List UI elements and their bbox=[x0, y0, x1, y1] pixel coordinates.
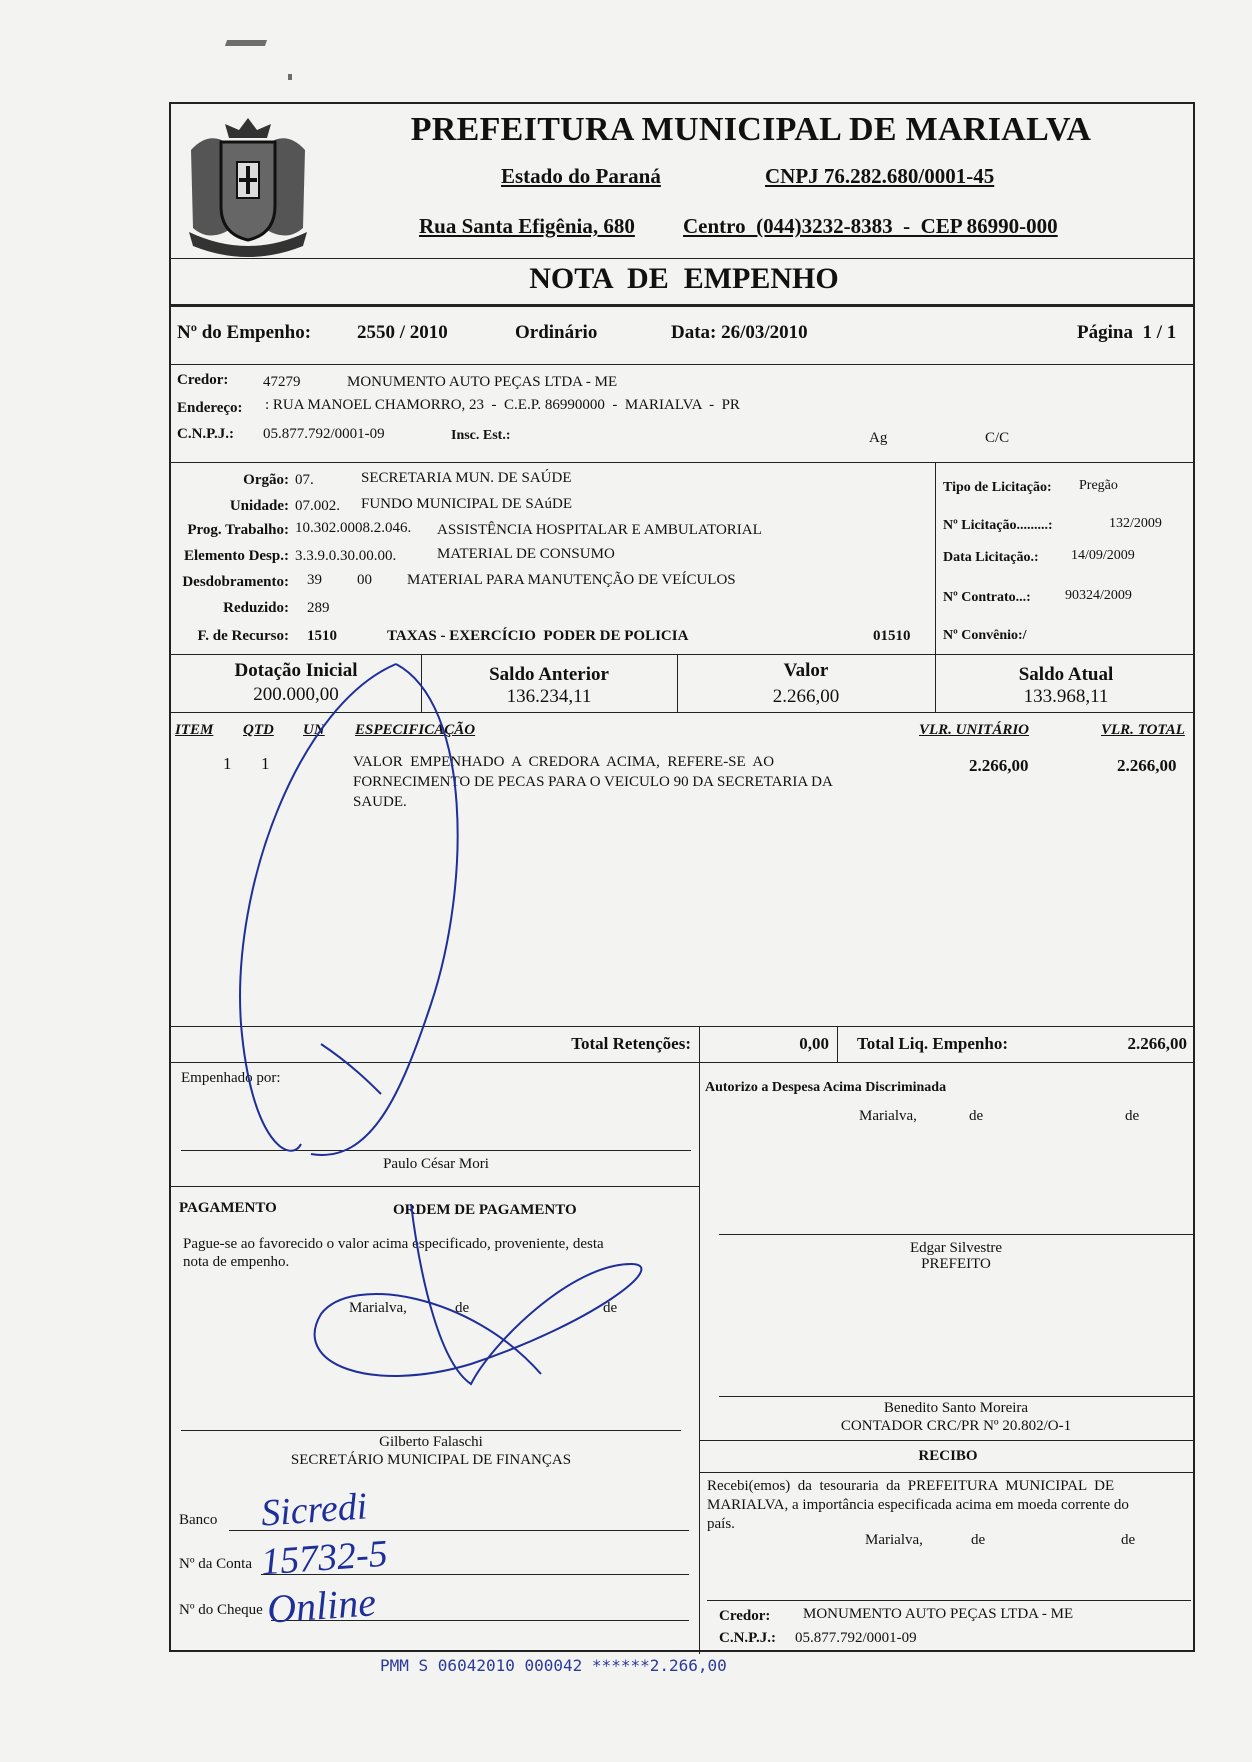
pagamento-text-line1: Pague-se ao favorecido o valor acima especificado, proveniente, desta bbox=[183, 1236, 604, 1252]
banco-label: Banco bbox=[179, 1512, 218, 1528]
unidade-name: FUNDO MUNICIPAL DE SAúDE bbox=[361, 496, 572, 512]
page-number: Página 1 / 1 bbox=[1077, 322, 1177, 343]
col-item-header: ITEM bbox=[175, 722, 214, 738]
autorizo-marialva: Marialva, bbox=[859, 1108, 917, 1124]
desdobramento-code2: 00 bbox=[357, 572, 372, 588]
unidade-code: 07.002. bbox=[295, 498, 340, 514]
item-spec-line1: VALOR EMPENHADO A CREDORA ACIMA, REFERE-SE AO bbox=[353, 754, 775, 770]
reduzido-value: 289 bbox=[307, 600, 330, 616]
desdobramento-label: Desdobramento: bbox=[182, 574, 289, 590]
insc-est-label: Insc. Est.: bbox=[451, 428, 511, 443]
bank-stamp: PMM S 06042010 000042 ******2.266,00 bbox=[380, 1656, 727, 1675]
banco-handwritten: Sicredi bbox=[259, 1485, 369, 1535]
valor-value: 2.266,00 bbox=[772, 686, 840, 707]
cheque-label: Nº do Cheque bbox=[179, 1602, 263, 1618]
prefecture-title: PREFEITURA MUNICIPAL DE MARIALVA bbox=[410, 111, 1092, 148]
recurso-code2: 01510 bbox=[873, 628, 911, 644]
orgao-label: Orgão: bbox=[243, 472, 289, 488]
item-unit-value: 2.266,00 bbox=[969, 756, 1029, 775]
total-liquido-label: Total Liq. Empenho: bbox=[857, 1034, 1008, 1053]
credor-label: Credor: bbox=[177, 372, 229, 388]
autorizo-text: Autorizo a Despesa Acima Discriminada bbox=[705, 1080, 947, 1095]
num-licitacao-value: 132/2009 bbox=[1109, 516, 1162, 531]
address-label: Endereço: bbox=[177, 400, 243, 416]
contador-name: Benedito Santo Moreira bbox=[883, 1400, 1029, 1416]
desdobramento-name: MATERIAL PARA MANUTENÇÃO DE VEÍCULOS bbox=[407, 572, 736, 588]
recurso-label: F. de Recurso: bbox=[197, 628, 289, 644]
scan-mark bbox=[225, 40, 267, 46]
pagamento-de1: de bbox=[455, 1300, 470, 1316]
col-unit-header: VLR. UNITÁRIO bbox=[919, 722, 1030, 738]
recurso-code: 1510 bbox=[307, 628, 337, 644]
ag-label: Ag bbox=[869, 430, 888, 446]
prog-name: ASSISTÊNCIA HOSPITALAR E AMBULATORIAL bbox=[437, 522, 762, 538]
tipo-licitacao-label: Tipo de Licitação: bbox=[943, 480, 1052, 495]
contrato-label: Nº Contrato...: bbox=[943, 590, 1031, 605]
empenho-type: Ordinário bbox=[515, 322, 598, 343]
recibo-credor-label: Credor: bbox=[719, 1608, 771, 1624]
col-un-header: UN bbox=[303, 722, 325, 738]
autorizo-de1: de bbox=[969, 1108, 984, 1124]
recibo-cnpj-label: C.N.P.J.: bbox=[719, 1630, 776, 1646]
empenhado-name: Paulo César Mori bbox=[383, 1156, 489, 1172]
conta-label: Nº da Conta bbox=[179, 1556, 252, 1572]
item-spec-line3: SAUDE. bbox=[353, 794, 407, 810]
elemento-label: Elemento Desp.: bbox=[184, 548, 289, 564]
saldo-anterior-value: 136.234,11 bbox=[506, 686, 592, 707]
credor-name: MONUMENTO AUTO PEÇAS LTDA - ME bbox=[347, 374, 618, 390]
state-label: Estado do Paraná bbox=[501, 164, 661, 188]
scan-mark bbox=[288, 74, 292, 80]
orgao-code: 07. bbox=[295, 472, 314, 488]
total-retencoes-label: Total Retenções: bbox=[571, 1034, 691, 1053]
cnpj-label: CNPJ 76.282.680/0001-45 bbox=[765, 164, 995, 188]
reduzido-label: Reduzido: bbox=[223, 600, 289, 616]
recibo-credor-value: MONUMENTO AUTO PEÇAS LTDA - ME bbox=[803, 1606, 1074, 1622]
item-total-value: 2.266,00 bbox=[1117, 756, 1177, 775]
document-title: NOTA DE EMPENHO bbox=[529, 262, 839, 295]
convenio-label: Nº Convênio:/ bbox=[943, 628, 1027, 643]
valor-label: Valor bbox=[783, 660, 829, 681]
col-spec-header: ESPECIFICAÇÃO bbox=[355, 722, 476, 738]
empenhado-por-label: Empenhado por: bbox=[181, 1070, 281, 1086]
saldo-atual-value: 133.968,11 bbox=[1023, 686, 1109, 707]
cheque-handwritten: Online bbox=[265, 1579, 378, 1632]
recibo-text-line1: Recebi(emos) da tesouraria da PREFEITURA MUNICIPAL DE bbox=[707, 1478, 1115, 1494]
empenho-date: Data: 26/03/2010 bbox=[671, 322, 808, 343]
prefeito-role: PREFEITO bbox=[921, 1256, 991, 1272]
recibo-de2: de bbox=[1121, 1532, 1136, 1548]
cnpj-credor-label: C.N.P.J.: bbox=[177, 426, 234, 442]
col-qtd-header: QTD bbox=[243, 722, 274, 738]
recurso-name: TAXAS - EXERCÍCIO PODER DE POLICIA bbox=[387, 628, 689, 644]
dotacao-label: Dotação Inicial bbox=[234, 660, 358, 681]
dotacao-value: 200.000,00 bbox=[253, 684, 339, 705]
cnpj-credor-value: 05.877.792/0001-09 bbox=[263, 426, 385, 442]
street-address: Rua Santa Efigênia, 680 bbox=[419, 214, 635, 238]
recibo-marialva: Marialva, bbox=[865, 1532, 923, 1548]
unidade-label: Unidade: bbox=[229, 498, 289, 514]
tipo-licitacao-value: Pregão bbox=[1079, 478, 1118, 493]
pagamento-text-line2: nota de empenho. bbox=[183, 1254, 290, 1270]
orgao-name: SECRETARIA MUN. DE SAÚDE bbox=[361, 470, 572, 486]
saldo-anterior-label: Saldo Anterior bbox=[489, 664, 609, 685]
empenho-number: 2550 / 2010 bbox=[357, 322, 448, 343]
recibo-title: RECIBO bbox=[918, 1448, 978, 1464]
empenho-number-label: Nº do Empenho: bbox=[177, 322, 312, 343]
item-number: 1 bbox=[223, 754, 232, 773]
pagamento-de2: de bbox=[603, 1300, 618, 1316]
total-liquido-value: 2.266,00 bbox=[1127, 1034, 1187, 1053]
financas-name: Gilberto Falaschi bbox=[379, 1434, 483, 1450]
recibo-text-line2: MARIALVA, a importância especificada acima em moeda corrente do bbox=[707, 1497, 1129, 1513]
prefeito-name: Edgar Silvestre bbox=[909, 1240, 1003, 1256]
conta-handwritten: 15732-5 bbox=[259, 1532, 389, 1584]
nota-de-empenho-form bbox=[169, 102, 1195, 1652]
credor-code: 47279 bbox=[263, 374, 301, 390]
elemento-code: 3.3.9.0.30.00.00. bbox=[295, 548, 397, 564]
pagamento-label: PAGAMENTO bbox=[179, 1200, 277, 1216]
contrato-value: 90324/2009 bbox=[1065, 588, 1132, 603]
prog-label: Prog. Trabalho: bbox=[187, 522, 289, 538]
district-phone: Centro (044)3232-8383 - CEP 86990-000 bbox=[683, 214, 1058, 238]
prog-code: 10.302.0008.2.046. bbox=[295, 520, 412, 536]
cc-label: C/C bbox=[985, 430, 1010, 446]
recibo-de1: de bbox=[971, 1532, 986, 1548]
item-qty: 1 bbox=[261, 754, 270, 773]
ink-signature bbox=[171, 104, 1197, 1654]
num-licitacao-label: Nº Licitação.........: bbox=[943, 518, 1053, 533]
total-retencoes-value: 0,00 bbox=[799, 1034, 829, 1053]
pagamento-marialva: Marialva, bbox=[349, 1300, 407, 1316]
elemento-name: MATERIAL DE CONSUMO bbox=[437, 546, 615, 562]
contador-role: CONTADOR CRC/PR Nº 20.802/O-1 bbox=[840, 1418, 1072, 1434]
financas-role: SECRETÁRIO MUNICIPAL DE FINANÇAS bbox=[290, 1452, 572, 1468]
saldo-atual-label: Saldo Atual bbox=[1018, 664, 1114, 685]
data-licitacao-value: 14/09/2009 bbox=[1071, 548, 1135, 563]
recibo-text-line3: país. bbox=[707, 1516, 735, 1532]
col-total-header: VLR. TOTAL bbox=[1101, 722, 1185, 738]
address-value: : RUA MANOEL CHAMORRO, 23 - C.E.P. 86990000 - MARIALVA - PR bbox=[265, 397, 740, 413]
data-licitacao-label: Data Licitação.: bbox=[943, 550, 1039, 565]
autorizo-de2: de bbox=[1125, 1108, 1140, 1124]
ordem-pagamento-label: ORDEM DE PAGAMENTO bbox=[393, 1202, 577, 1218]
desdobramento-code1: 39 bbox=[307, 572, 322, 588]
recibo-cnpj-value: 05.877.792/0001-09 bbox=[795, 1630, 917, 1646]
item-spec-line2: FORNECIMENTO DE PECAS PARA O VEICULO 90 DA SECRETARIA DA bbox=[353, 774, 833, 790]
